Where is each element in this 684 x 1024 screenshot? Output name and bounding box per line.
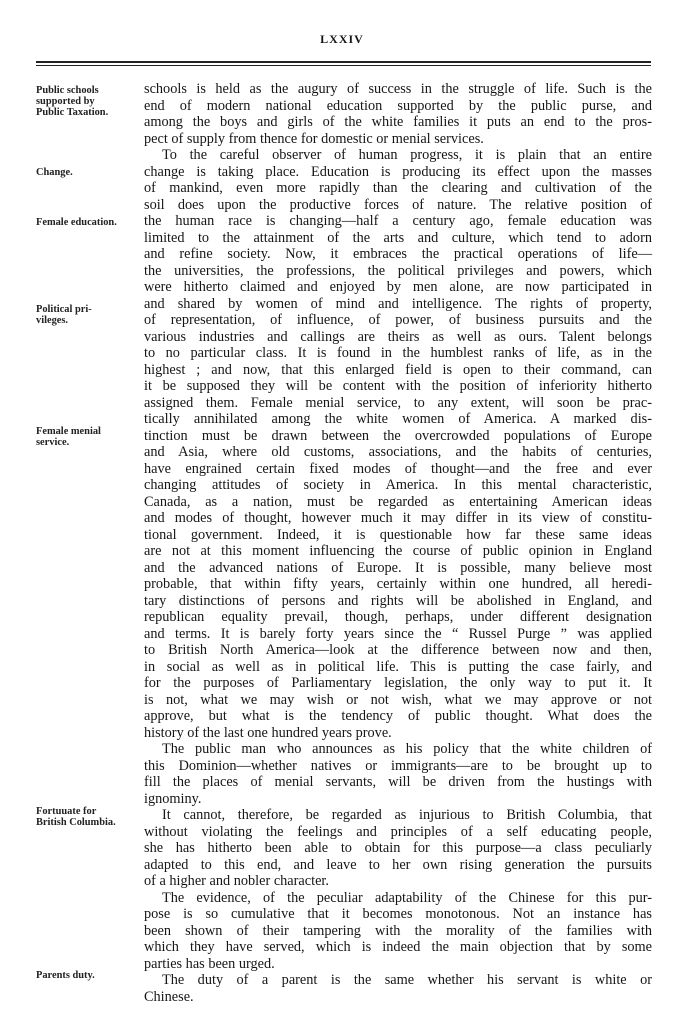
body-line: history of the last one hundred years prove. (144, 724, 392, 741)
body-line: are not at this moment influencing the course of public opinion in England (144, 543, 652, 559)
body-line: tary distinctions of persons and rights will be abolished in England, and (144, 592, 652, 609)
body-line: and refine society. Now, it embraces the practical operations of life— (144, 246, 652, 262)
body-line: Canada, as a nation, must be regarded as entertaining American ideas (144, 493, 652, 510)
body-line: tional government. Indeed, it is questionable how far these same ideas (144, 526, 652, 543)
body-line: of a higher and nobler character. (144, 873, 329, 889)
body-line: ignominy. (144, 790, 202, 807)
page-number: LXXIV (320, 32, 364, 46)
body-line: changing attitudes of society in America. In this mental characteristic, (144, 477, 652, 493)
body-line: and modes of thought, however much it may differ in its view of constitu- (144, 510, 652, 526)
body-line: of representation, of influence, of power, of business pursuits and the (144, 312, 652, 328)
margin-note-political-privileges: Political pri- vileges. (36, 304, 92, 326)
body-line: were hitherto claimed and enjoyed by men alone, are now participated in (144, 279, 652, 295)
body-line: soil does upon the productive forces of nature. The relative position of (144, 196, 652, 213)
body-line: tinction must be drawn between the overcrowded populations of Europe (144, 427, 652, 444)
body-line: in social as well as in political life. This is putting the case fairly, and (144, 658, 652, 675)
body-line: this Dominion—whether natives or immigrants—are to be brought up to (144, 757, 652, 774)
header-rule-top (36, 61, 651, 63)
body-line: highest ; and now, that this enlarged field is open to their command, can (144, 361, 652, 378)
body-line: various industries and callings are theirs as well as ours. Talent belongs (144, 328, 652, 345)
margin-note-public-schools: Public schools supported by Public Taxation. (36, 85, 109, 118)
body-line: the human race is changing—half a century ago, female education was (144, 213, 652, 229)
body-line: adapted to this end, and leave to her own rising generation the pursuits (144, 856, 652, 873)
body-line: been shown of their tampering with the morality of the families with (144, 922, 652, 939)
body-line: without violating the feelings and principles of a self educating people, (144, 823, 652, 840)
body-line: assigned them. Female menial service, to any extent, will soon be prac- (144, 394, 652, 411)
body-text (144, 81, 652, 1005)
body-line: among the boys and girls of the white families it puts an end to the pros- (144, 114, 652, 130)
body-line: to no particular class. It is found in the humblest ranks of life, as in the (144, 345, 652, 361)
body-line: approve, but what is the tendency of public thought. What does the (144, 708, 652, 724)
body-line: The duty of a parent is the same whether his servant is white or (162, 972, 652, 988)
body-line: and shared by women of mind and intelligence. The rights of property, (144, 295, 652, 312)
body-line: pose is so cumulative that it becomes monotonous. Not an instance has (144, 906, 652, 922)
margin-note-fortunate: Fortuuate for British Columbia. (36, 806, 116, 828)
body-line: pect of supply from thence for domestic or menial services. (144, 130, 484, 147)
body-line: limited to the attainment of the arts and culture, which tend to adorn (144, 229, 652, 246)
body-line: and Asia, where old customs, associations, and the habits of centuries, (144, 444, 652, 460)
body-line: is not, what we may wish or not wish, what we may approve or not (144, 691, 652, 708)
margin-note-change: Change. (36, 167, 73, 178)
body-line: change is taking place. Education is producing its effect upon the masses (144, 163, 652, 180)
body-line: To the careful observer of human progress, it is plain that an entire (162, 147, 652, 163)
margin-note-female-education: Female education. (36, 217, 117, 228)
body-line: to British North America—look at the difference between now and then, (144, 642, 652, 658)
body-line: the universities, the professions, the political privileges and powers, which (144, 262, 652, 279)
body-line: end of modern national education supported by the public purse, and (144, 97, 652, 114)
body-line: fill the places of menial servants, will be driven from the hustings with (144, 774, 652, 790)
body-line: parties has been urged. (144, 955, 275, 972)
body-line: The public man who announces as his policy that the white children of (162, 741, 652, 757)
body-line: for the purposes of Parliamentary legislation, the only way to put it. It (144, 675, 652, 691)
body-line: have engrained certain fixed modes of thought—and the free and ever (144, 460, 652, 477)
header-rule-bottom (36, 65, 651, 66)
body-line: It cannot, therefore, be regarded as injurious to British Columbia, that (162, 807, 652, 823)
body-line: and terms. It is barely forty years since the “ Russel Purge ” was applied (144, 625, 652, 642)
body-line: and the advanced nations of Europe. It is possible, many believe most (144, 559, 652, 576)
body-line: which they have served, which is indeed the main objection that by some (144, 939, 652, 955)
body-line: republican equality prevail, though, perhaps, under different designation (144, 609, 652, 625)
margin-note-female-menial-service: Female menial service. (36, 426, 101, 448)
body-line: she has hitherto been able to obtain for this purpose—a class peculiarly (144, 840, 652, 856)
body-line: it be supposed they will be content with the position of inferiority hitherto (144, 378, 652, 394)
body-line: of mankind, even more rapidly than the clearing and cultivation of the (144, 180, 652, 196)
body-line: The evidence, of the peculiar adaptability of the Chinese for this pur- (162, 889, 652, 906)
body-line: schools is held as the augury of success in the struggle of life. Such is the (144, 81, 652, 97)
body-line: tically annihilated among the white women of America. A marked dis- (144, 411, 652, 427)
body-line: Chinese. (144, 988, 194, 1005)
margin-note-parents-duty: Parents duty. (36, 970, 95, 981)
body-line: probable, that within fifty years, certainly within one hundred, all heredi- (144, 576, 652, 592)
